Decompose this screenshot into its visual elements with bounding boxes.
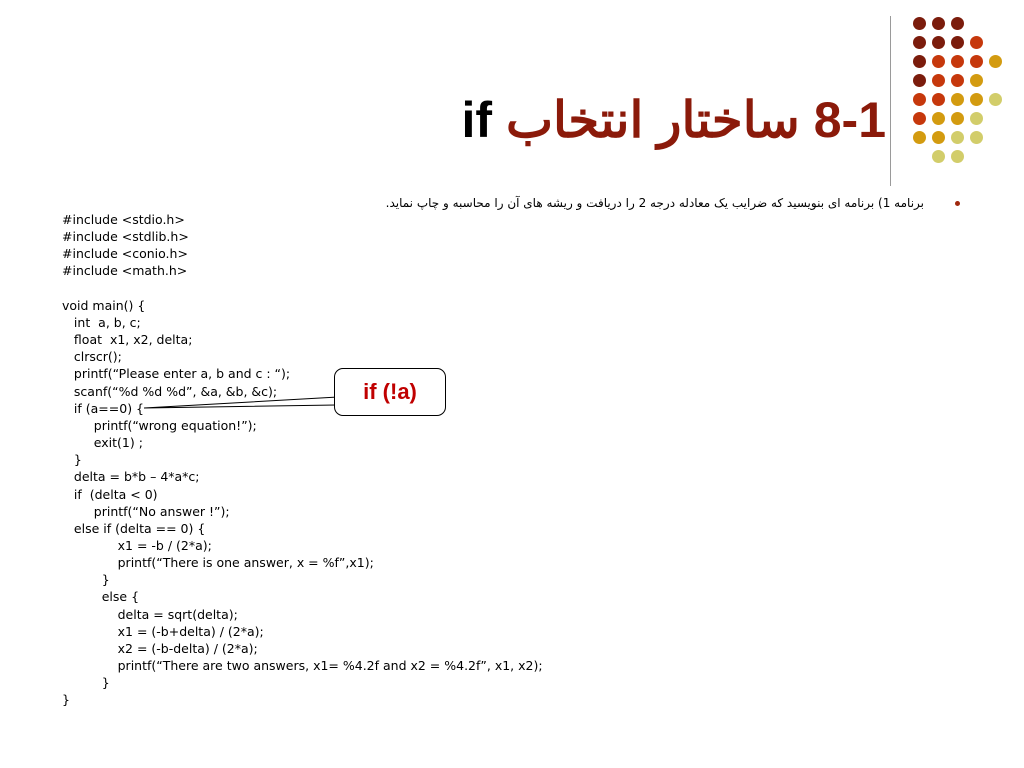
code-line: #include <stdio.h>: [62, 212, 185, 227]
code-line: if (delta < 0): [62, 486, 158, 502]
code-line: scanf(“%d %d %d”, &a, &b, &c);: [62, 383, 278, 399]
code-line: else if (delta == 0) {: [62, 520, 206, 536]
callout-box: if (!a): [334, 368, 446, 416]
code-line: }: [62, 452, 82, 468]
code-line: int a, b, c;: [62, 314, 141, 330]
code-line: }: [62, 572, 110, 588]
code-line: delta = sqrt(delta);: [62, 606, 238, 622]
code-line: printf(“There are two answers, x1= %4.2f and x2 = %4.2f”, x1, x2);: [62, 658, 543, 674]
code-line: x1 = (-b+delta) / (2*a);: [62, 623, 264, 639]
code-line: exit(1) ;: [62, 435, 143, 451]
code-line: x2 = (-b-delta) / (2*a);: [62, 640, 258, 656]
bullet-text: برنامه 1) برنامه ای بنویسید که ضرایب یک معادله درجه 2 را دریافت و ریشه های آن را محاسبه و چاپ نماید.: [385, 196, 924, 210]
code-line: #include <math.h>: [62, 263, 188, 279]
title-number: 8-1: [813, 92, 886, 148]
code-line: #include <stdlib.h>: [62, 229, 189, 245]
code-line: delta = b*b – 4*a*c;: [62, 469, 200, 485]
code-line: }: [62, 675, 110, 691]
code-line: clrscr();: [62, 349, 122, 365]
code-line: printf(“There is one answer, x = %f”,x1);: [62, 555, 374, 571]
code-line: printf(“wrong equation!”);: [62, 417, 257, 433]
code-line: else {: [62, 589, 140, 605]
code-line: }: [62, 692, 70, 708]
code-line: void main() {: [62, 297, 146, 313]
code-line: float x1, x2, delta;: [62, 332, 193, 348]
title-keyword: if: [461, 92, 493, 148]
code-line: printf(“Please enter a, b and c : “);: [62, 366, 291, 382]
code-line: if (a==0) {: [62, 400, 145, 416]
title-persian: ساختار انتخاب: [505, 92, 800, 148]
code-line: printf(“No answer !”);: [62, 503, 230, 519]
code-line: #include <conio.h>: [62, 246, 188, 262]
code-line: x1 = -b / (2*a);: [62, 537, 212, 553]
